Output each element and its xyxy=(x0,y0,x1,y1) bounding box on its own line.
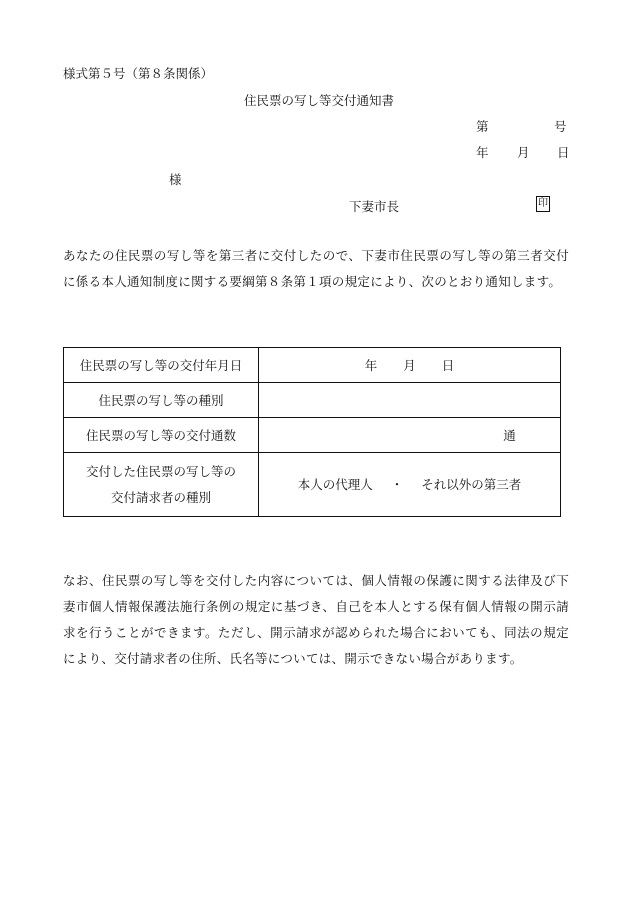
document-number-prefix: 第 xyxy=(476,119,489,134)
table-date-year-label: 年 xyxy=(364,358,378,373)
requester-type-cell xyxy=(259,453,561,517)
row-label-requester-type xyxy=(64,453,259,517)
document-title: 住民票の写し等交付通知書 xyxy=(244,93,395,108)
issue-date-day-label: 日 xyxy=(557,145,570,160)
table-date-month-label: 月 xyxy=(403,358,416,373)
requester-label-line1: 交付した住民票の写し等の xyxy=(85,463,236,479)
row-label-issue-date: 住民票の写し等の交付年月日 xyxy=(64,348,259,383)
issuer-name: 下妻市長 xyxy=(349,199,400,214)
footer-text: なお、住民票の写し等を交付した内容については、個人情報の保護に関する法律及び下妻市個人情報保護法施行条例の規定に基づき、自己を本人とする保有個人情報の開示請求を行うことができます。ただし、開示請求が認められた場合においても、同法の規定により、交付請求者の住所、氏名等については、開示できない場合があります。 xyxy=(63,573,569,666)
footer-paragraph xyxy=(63,568,569,672)
copies-unit: 通 xyxy=(503,428,516,443)
requester-option-third-party: それ以外の第三者 xyxy=(421,476,522,492)
requester-option-separator: ・ xyxy=(390,476,404,492)
intro-text: あなたの住民票の写し等を第三者に交付したので、下妻市住民票の写し等の第三者交付に係る本人通知制度に関する要綱第８条第１項の規定により、次のとおり通知します。 xyxy=(63,248,569,289)
notice-table xyxy=(63,347,561,517)
row-label-copies: 住民票の写し等の交付通数 xyxy=(64,418,259,453)
table-row xyxy=(64,453,561,517)
issue-date-cell xyxy=(259,348,561,383)
requester-label-line2: 交付請求者の種別 xyxy=(110,489,211,505)
table-row xyxy=(64,383,561,418)
form-number-label: 様式第５号（第８条関係） xyxy=(63,66,214,81)
issue-date-month-label: 月 xyxy=(517,145,530,160)
table-row xyxy=(64,418,561,453)
document-number-suffix: 号 xyxy=(554,119,567,134)
copies-cell xyxy=(259,418,561,453)
table-row xyxy=(64,348,561,383)
row-label-type: 住民票の写し等の種別 xyxy=(64,383,259,418)
seal-stamp-mark: 印 xyxy=(536,196,550,212)
type-cell xyxy=(259,383,561,418)
intro-paragraph xyxy=(63,243,569,295)
table-date-day-label: 日 xyxy=(441,358,455,373)
requester-option-agent: 本人の代理人 xyxy=(297,476,373,492)
issue-date-year-label: 年 xyxy=(476,145,489,160)
recipient-honorific: 様 xyxy=(169,172,182,187)
